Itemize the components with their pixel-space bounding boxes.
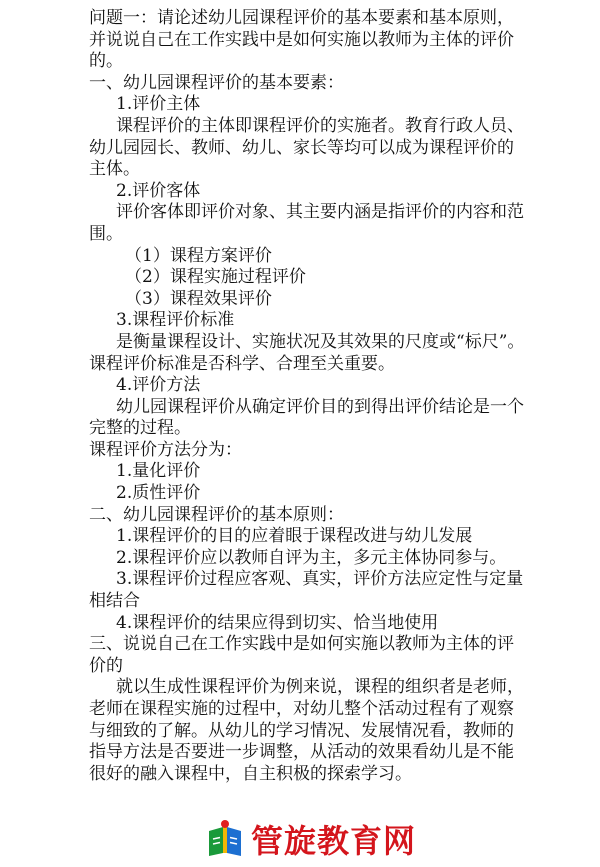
- watermark-text: 管旋教育网: [251, 822, 417, 860]
- question-heading: 问题一：请论述幼儿园课程评价的基本要素和基本原则，并说说自己在工作实践中是如何实施以教师为主体的评价的。: [89, 8, 514, 72]
- list-item: （1）课程方案评价: [125, 245, 272, 266]
- paragraph-method: 幼儿园课程评价从确定评价目的到得出评价结论是一个完整的过程。: [89, 396, 524, 439]
- document-body: [89, 8, 525, 785]
- paragraph-practice: 就以生成性课程评价为例来说，课程的组织者是老师，老师在课程实施的过程中，对幼儿整个活动过程有了观察与细致的了解。从幼儿的学习情况、发展情况看，教师的指导方法是否要进一步调整，从活动的效果看幼儿是不能很好的融入课程中，自主积极的探索学习。: [89, 677, 524, 784]
- paragraph-object: 评价客体即评价对象、其主要内涵是指评价的内容和范围。: [89, 202, 524, 244]
- paragraph-standard: 是衡量课程设计、实施状况及其效果的尺度或“标尺”。课程评价标准是否科学、合理至关重要。: [89, 331, 525, 374]
- list-item: 2.质性评价: [116, 483, 201, 504]
- subheading-method: 4.评价方法: [116, 375, 201, 396]
- principle-item: 1.课程评价的目的应着眼于课程改进与幼儿发展: [116, 526, 473, 547]
- method-types-label: 课程评价方法分为：: [89, 439, 242, 460]
- section-heading-1: 一、幼儿园课程评价的基本要素：: [89, 72, 344, 93]
- list-item: （2）课程实施过程评价: [125, 267, 306, 288]
- principle-item: 4.课程评价的结果应得到切实、恰当地使用: [116, 612, 439, 633]
- principle-item: 3.课程评价过程应客观、真实，评价方法应定性与定量相结合: [89, 569, 524, 612]
- list-item: 1.量化评价: [116, 461, 201, 482]
- subheading-object: 2.评价客体: [116, 180, 201, 201]
- section-heading-3: 三、说说自己在工作实践中是如何实施以教师为主体的评价的: [89, 634, 514, 676]
- subheading-standard: 3.课程评价标准: [116, 310, 235, 331]
- list-item: （3）课程效果评价: [125, 288, 272, 309]
- site-watermark: [205, 815, 420, 863]
- subheading-subject: 1.评价主体: [116, 94, 201, 115]
- principle-item: 2.课程评价应以教师自评为主，多元主体协同参与。: [116, 547, 507, 568]
- section-heading-2: 二、幼儿园课程评价的基本原则：: [89, 504, 344, 525]
- book-logo-icon: [205, 819, 245, 859]
- paragraph-subject: 课程评价的主体即课程评价的实施者。教育行政人员、幼儿园园长、教师、幼儿、家长等均可以成为课程评价的主体。: [89, 115, 524, 180]
